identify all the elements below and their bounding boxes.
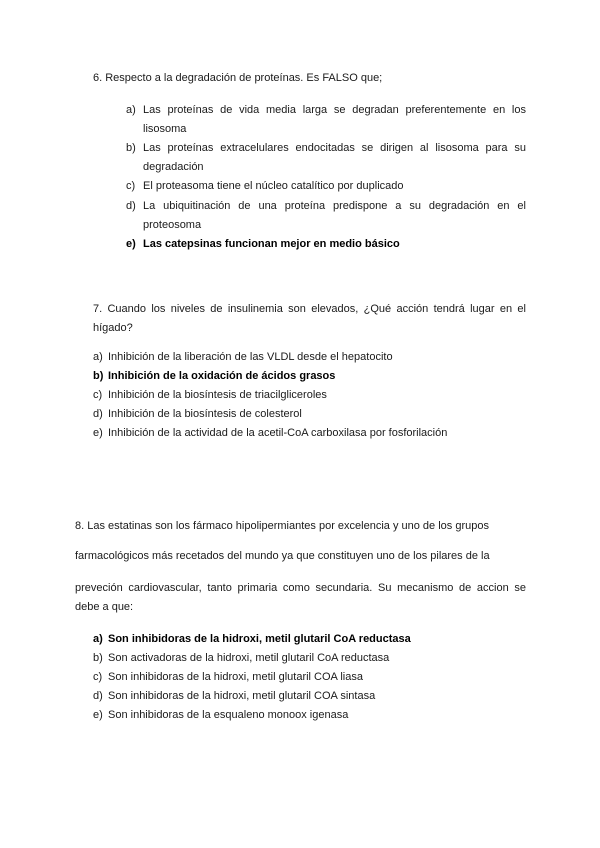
q8-stem-line2: farmacológicos más recetados del mundo ya que constituyen uno de los pilares de la [75,550,490,562]
q7-stem-line1: 7. Cuando los niveles de insulinemia son elevados, ¿Qué acción tendrá lugar en el [93,303,526,315]
q6-option-a-text-line2: lisosoma [143,123,187,135]
q7-stem-line2: hígado? [93,322,133,334]
q8-stem-line4: debe a que: [75,601,134,613]
q6-option-a-label: a) [126,104,136,116]
q6-option-e-text: Las catepsinas funcionan mejor en medio básico [143,238,400,250]
q6-option-b-label: b) [126,142,136,154]
q6-option-a-text-line1: Las proteínas de vida media larga se degradan preferentemente en los [143,104,526,116]
q8-option-a-label: a) [93,633,103,645]
q8-option-c-text: Son inhibidoras de la hidroxi, metil glutaril COA liasa [108,671,363,683]
q8-stem-line1: 8. Las estatinas son los fármaco hipolipermiantes por excelencia y uno de los grupos [75,520,489,532]
q8-option-d-label: d) [93,690,103,702]
q8-option-b-label: b) [93,652,103,664]
q7-option-c-label: c) [93,389,103,401]
q6-option-b-text-line1: Las proteínas extracelulares endocitadas se dirigen al lisosoma para su [143,142,526,154]
q6-option-d-label: d) [126,200,136,212]
q6-option-b-text-line2: degradación [143,161,204,173]
q7-option-a-label: a) [93,351,103,363]
q8-option-d-text: Son inhibidoras de la hidroxi, metil glutaril COA sintasa [108,690,376,702]
q7-option-e-label: e) [93,427,103,439]
q6-option-d-text-line2: proteosoma [143,219,202,231]
q6-stem: 6. Respecto a la degradación de proteínas. Es FALSO que; [93,72,383,84]
q8-option-c-label: c) [93,671,103,683]
q7-option-b-text: Inhibición de la oxidación de ácidos grasos [108,370,336,382]
q7-option-d-text: Inhibición de la biosíntesis de colesterol [108,408,302,420]
q7-option-e-text: Inhibición de la actividad de la acetil-CoA carboxilasa por fosforilación [108,427,448,439]
q8-stem-line3: preveción cardiovascular, tanto primaria como secundaria. Su mecanismo de accion se [75,582,526,594]
q8-option-a-text: Son inhibidoras de la hidroxi, metil glutaril CoA reductasa [108,633,411,645]
q6-option-c-text: El proteasoma tiene el núcleo catalítico por duplicado [143,180,404,192]
q7-option-d-label: d) [93,408,103,420]
q8-option-e-label: e) [93,709,103,721]
q6-option-c-label: c) [126,180,136,192]
q6-option-d-text-line1: La ubiquitinación de una proteína predispone a su degradación en el [143,200,526,212]
q7-option-b-label: b) [93,370,104,382]
q7-option-c-text: Inhibición de la biosíntesis de triacilgliceroles [108,389,327,401]
q8-option-e-text: Son inhibidoras de la esqualeno monoox igenasa [108,709,349,721]
q8-option-b-text: Son activadoras de la hidroxi, metil glutaril CoA reductasa [108,652,390,664]
q7-option-a-text: Inhibición de la liberación de las VLDL desde el hepatocito [108,351,393,363]
q6-option-e-label: e) [126,238,136,250]
